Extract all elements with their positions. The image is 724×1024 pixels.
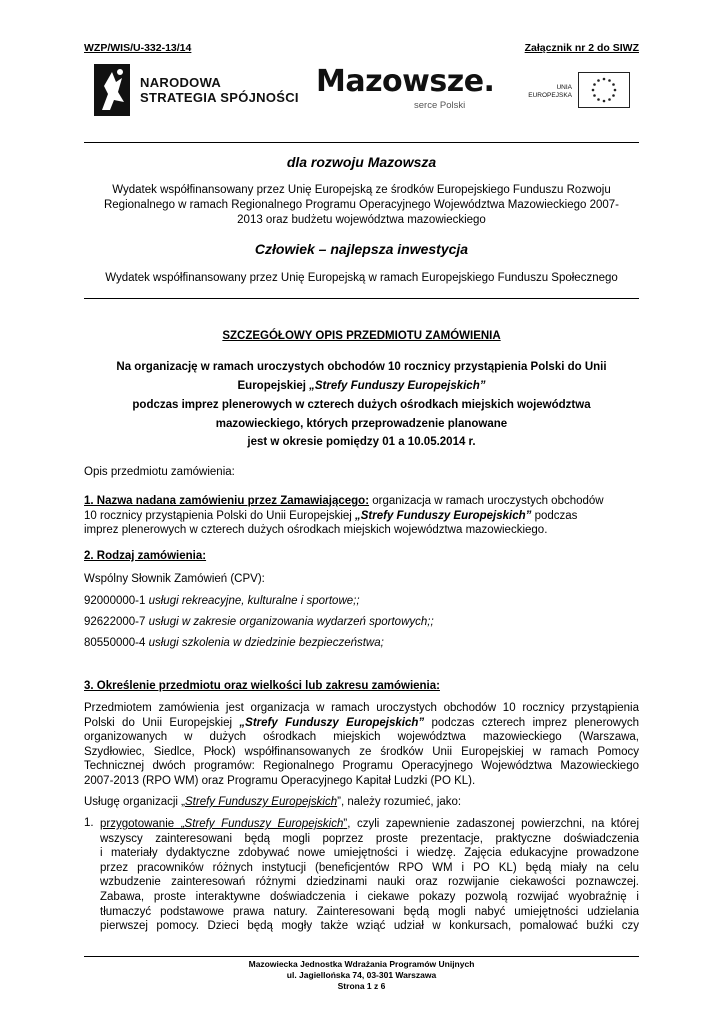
banner-1-line-2: Regionalnego w ramach Regionalnego Programu Operacyjnego Województwa Mazowieckiego 2007- [103,199,620,211]
list-item-1 [100,817,639,934]
cpv-code-3 [84,637,384,649]
section-1-line-3: imprez plenerowych w czterech dużych ośrodkach miejskich województwa mazowieckiego. [84,524,548,536]
section-1-heading: 1. Nazwa nadana zamówieniu przez Zamawiającego: [84,495,370,507]
banner-1-line-1: Wydatek współfinansowany przez Unię Europejską ze środków Europejskiego Funduszu Rozwoju [112,184,611,196]
s3-p2-a: Usługę organizacji „ [84,796,185,808]
banner-1-line-3: 2013 oraz budżetu województwa mazowieckiego [237,214,486,226]
footer-line-2: ul. Jagiellońska 74, 03-301 Warszawa [286,970,437,980]
cpv-code: 80550000-4 [84,637,149,649]
attachment-label: Załącznik nr 2 do SIWZ [524,42,639,54]
nss-emblem-icon [94,64,130,116]
subtitle-line-5: jest w okresie pomiędzy 01 a 10.05.2014 r. [247,436,476,448]
eu-flag-icon [578,72,630,108]
subtitle-line-1: Na organizację w ramach uroczystych obchodów 10 rocznicy przystąpienia Polski do Unii [116,361,607,373]
cpv-desc: usługi w zakresie organizowania wydarzeń sportowych;; [148,616,434,628]
item-1-line-1-rest: , czyli zapewnienie zadaszonej powierzchni, na której [347,818,640,830]
mazowsze-wordmark: Mazowsze. [316,64,495,99]
mazowsze-tagline: serce Polski [414,100,466,111]
subtitle-line-3: podczas imprez plenerowych w czterech dużych ośrodkach miejskich województwa [132,399,591,411]
section-1-text-a: organizacja w ramach uroczystych obchodów [369,495,604,507]
footer-divider [84,956,639,957]
item-1-line-6: Zabawa, proste interaktywne doświadczenia i ciekawe pokazy pozwolą rozwijać wyobraźnię i [100,890,639,903]
subtitle-line-4: mazowieckiego, których przeprowadzenie planowane [215,418,508,430]
nss-line-2: STRATEGIA SPÓJNOŚCI [140,90,299,105]
divider-top [84,142,639,143]
section-1-line-2 [84,509,639,524]
cpv-code-2 [84,616,434,628]
section-1 [84,494,639,538]
list-item-1-number: 1. [84,817,94,829]
s3-p1-line-4: Szydłowiec, Siedlce, Płock) współfinansowanych ze środków Unii Europejskiej w ramach Pomocy [84,745,639,758]
section-1-line-1 [84,494,639,509]
section-2-heading: 2. Rodzaj zamówienia: [84,550,207,562]
item-1-line-1 [100,817,639,832]
s3-p1-line-6: 2007-2013 (RPO WM) oraz Programu Operacyjnego Kapitał Ludzki (PO KL). [84,774,476,787]
banner-2-title: Człowiek – najlepsza inwestycja [254,241,469,257]
item-1-heading: przygotowanie „Strefy Funduszy Europejskich” [100,818,348,830]
footer-line-1: Mazowiecka Jednostka Wdrażania Programów Unijnych [248,959,475,969]
document-page [84,0,639,1024]
section-3-heading: 3. Określenie przedmiotu oraz wielkości lub zakresu zamówienia: [84,680,440,692]
item-1-line-7: tłumaczyć podstawowe prawa natury. Zainteresowani będą mogli nabyć umiejętności udzielania [100,905,639,918]
s3-p1-line-1: Przedmiotem zamówienia jest organizacja w ramach uroczystych obchodów 10 rocznicy przystąpienia [84,702,639,714]
cpv-code-1 [84,595,360,607]
section-3-paragraph-1 [84,701,639,788]
section-1-text-b: 10 rocznicy przystąpienia Polski do Unii Europejskiej [84,509,356,522]
item-1-line-8: pierwszej pomocy. Dzieci będą mogły także wziąć udział w konkursach, pomalować buźki czy [100,920,639,933]
s3-p1-line-3: organizowanych w dużych ośrodkach miejskich województwa mazowieckiego (Warszawa, [84,731,639,743]
section-1-project-name: „Strefy Funduszy Europejskich” [355,509,532,522]
document-title: SZCZEGÓŁOWY OPIS PRZEDMIOTU ZAMÓWIENIA [222,330,501,342]
cpv-code: 92622000-7 [84,616,149,628]
cpv-desc: usługi szkolenia w dziedzinie bezpieczeństwa; [148,637,384,649]
subtitle-project-name: „Strefy Funduszy Europejskich” [309,380,486,392]
s3-p1-line-5: Technicznej dwóch programów: Regionalnego Programu Operacyjnego Województwa Mazowieckiego [84,760,639,772]
s3-p2-c: ”, należy rozumieć, jako: [337,796,462,808]
banner-2-line-1: Wydatek współfinansowany przez Unię Europejską w ramach Europejskiego Funduszu Społecznego [105,272,618,284]
cpv-code: 92000000-1 [84,595,149,607]
ue-line-2: EUROPEJSKA [528,92,572,99]
logo-mazowsze [316,62,496,114]
subtitle-line-2-a: Europejskiej [237,380,310,392]
page-number: Strona 1 z 6 [337,981,386,991]
s3-project-name: „Strefy Funduszy Europejskich” [239,716,425,729]
item-1-line-2: wszyscy zainteresowani będą mogli poprzez proste prezentacje, praktyczne doświadczenia [100,832,639,845]
logo-nss [94,64,299,116]
item-1-line-4: przez pracowników różnych instytucji (beneficjentów RPO WM i PO KL) będą miały na celu [100,861,639,874]
subtitle-line-2 [84,380,639,392]
item-1-line-5: wzbudzenie zainteresowań różnymi dziedzinami nauki oraz rozwijanie ciekawości poznawczej. [100,876,639,889]
divider-bottom [84,298,639,299]
ue-line-1: UNIA [556,84,572,91]
logo-ue [524,70,634,110]
cpv-desc: usługi rekreacyjne, kulturalne i sportowe;; [148,595,360,607]
nss-line-1: NARODOWA [140,75,222,90]
intro-text: Opis przedmiotu zamówienia: [84,466,235,478]
section-3-paragraph-2 [84,796,461,808]
cpv-label: Wspólny Słownik Zamówień (CPV): [84,573,265,585]
banner-1-title: dla rozwoju Mazowsza [286,154,437,170]
section-1-text-c: podczas [531,509,578,522]
document-reference: WZP/WIS/U-332-13/14 [84,42,192,54]
s3-p2-project-name: Strefy Funduszy Europejskich [185,796,338,808]
item-1-line-3: i materiały dydaktyczne zdobywać nowe umiejętności i wiedzę. Zajęcia edukacyjne prowadzone [100,847,639,860]
s3-p1-line-2: Polski do Unii Europejskiej „Strefy Funduszy Europejskich” podczas czterech imprez plenerowych [84,716,640,729]
